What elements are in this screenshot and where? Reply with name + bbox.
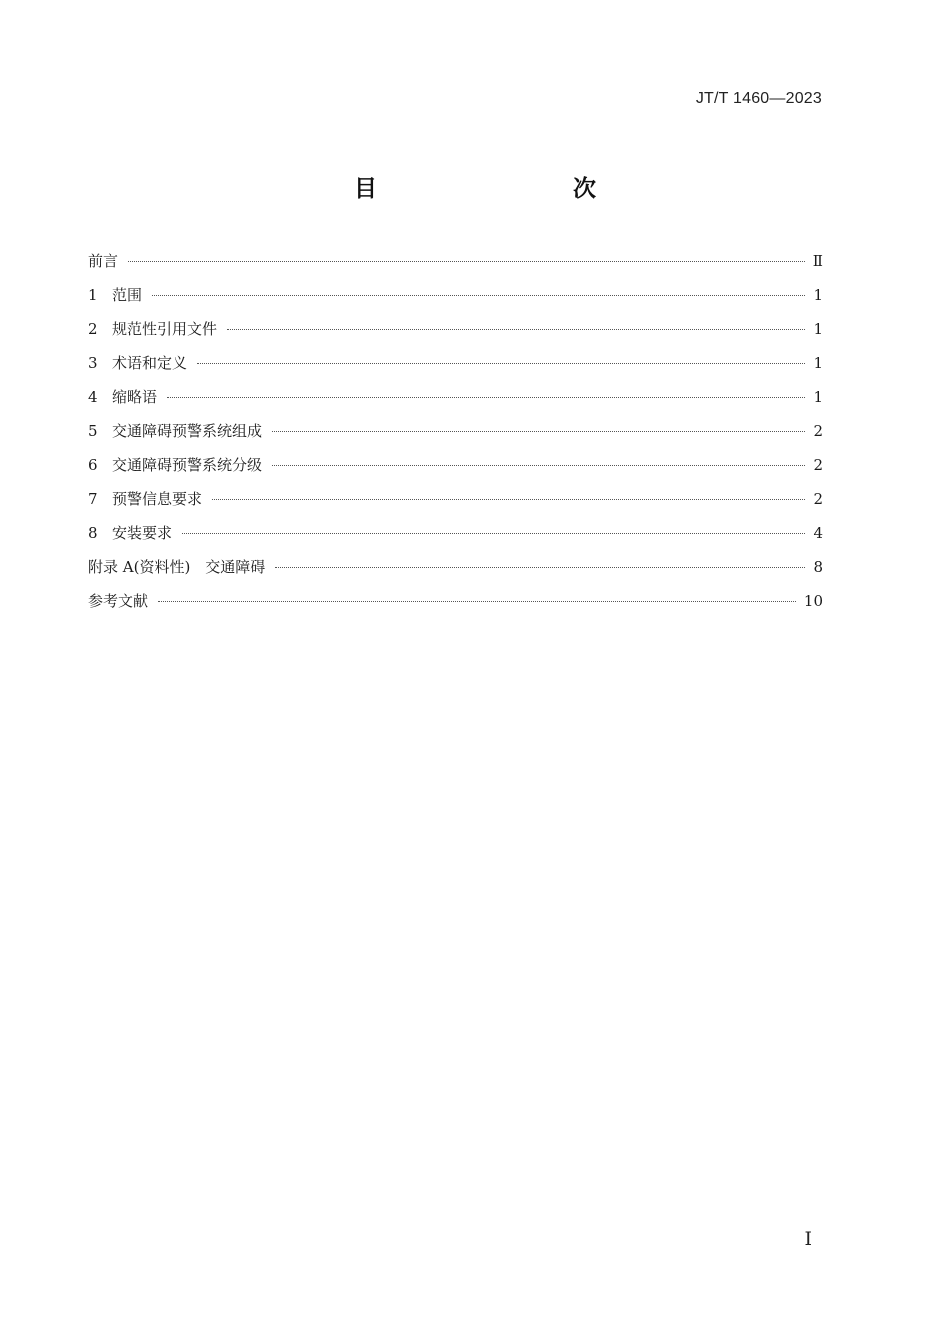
toc-leader-dots bbox=[182, 533, 805, 534]
toc-entry-5[interactable] bbox=[88, 420, 823, 454]
toc-entry-page: 4 bbox=[813, 524, 823, 542]
toc-entry-label: 前言 bbox=[88, 252, 119, 270]
toc-entry-6[interactable] bbox=[88, 454, 823, 488]
toc-entry-label: 附录 A(资料性) 交通障碍 bbox=[88, 558, 266, 576]
toc-title: 目 次 bbox=[354, 176, 646, 202]
toc-entry-page: 1 bbox=[813, 354, 823, 372]
toc-leader-dots bbox=[272, 465, 805, 466]
toc-entry-label: 范围 bbox=[112, 286, 143, 304]
toc-entry-number: 3 bbox=[88, 354, 98, 372]
toc-leader-dots bbox=[152, 295, 805, 296]
toc-entry-label: 规范性引用文件 bbox=[112, 320, 218, 338]
toc-entry-appendix-a[interactable] bbox=[88, 556, 823, 590]
toc-entry-page: Ⅱ bbox=[812, 252, 823, 270]
toc-entry-3[interactable] bbox=[88, 352, 823, 386]
toc-entry-number: 6 bbox=[88, 456, 98, 474]
toc-entry-2[interactable] bbox=[88, 318, 823, 352]
toc-entry-page: 8 bbox=[813, 558, 823, 576]
standard-code: JT/T 1460—2023 bbox=[695, 90, 822, 107]
toc-entry-bibliography[interactable] bbox=[88, 590, 823, 624]
toc-leader-dots bbox=[167, 397, 805, 398]
table-of-contents bbox=[88, 250, 823, 624]
toc-entry-number: 1 bbox=[88, 286, 98, 304]
toc-entry-8[interactable] bbox=[88, 522, 823, 556]
toc-entry-4[interactable] bbox=[88, 386, 823, 420]
toc-leader-dots bbox=[212, 499, 805, 500]
toc-entry-number: 7 bbox=[88, 490, 98, 508]
toc-leader-dots bbox=[128, 261, 805, 262]
toc-entry-page: 1 bbox=[813, 320, 823, 338]
toc-entry-page: 2 bbox=[813, 456, 823, 474]
toc-leader-dots bbox=[158, 601, 796, 602]
toc-entry-7[interactable] bbox=[88, 488, 823, 522]
page-number: Ⅰ bbox=[804, 1228, 812, 1250]
toc-entry-foreword[interactable] bbox=[88, 250, 823, 284]
toc-entry-number: 2 bbox=[88, 320, 98, 338]
toc-entry-page: 1 bbox=[813, 286, 823, 304]
toc-leader-dots bbox=[197, 363, 805, 364]
toc-entry-label: 安装要求 bbox=[112, 524, 173, 542]
toc-entry-number: 5 bbox=[88, 422, 98, 440]
toc-entry-label: 术语和定义 bbox=[112, 354, 188, 372]
toc-entry-page: 1 bbox=[813, 388, 823, 406]
toc-entry-page: 2 bbox=[813, 422, 823, 440]
toc-entry-label: 交通障碍预警系统组成 bbox=[112, 422, 263, 440]
toc-entry-label: 交通障碍预警系统分级 bbox=[112, 456, 263, 474]
toc-entry-label: 预警信息要求 bbox=[112, 490, 203, 508]
toc-entry-number: 8 bbox=[88, 524, 98, 542]
toc-entry-number: 4 bbox=[88, 388, 98, 406]
toc-entry-page: 2 bbox=[813, 490, 823, 508]
toc-entry-1[interactable] bbox=[88, 284, 823, 318]
toc-leader-dots bbox=[275, 567, 805, 568]
toc-leader-dots bbox=[272, 431, 805, 432]
toc-entry-label: 缩略语 bbox=[112, 388, 158, 406]
toc-entry-page: 10 bbox=[803, 592, 823, 610]
toc-entry-label: 参考文献 bbox=[88, 592, 149, 610]
toc-leader-dots bbox=[227, 329, 805, 330]
